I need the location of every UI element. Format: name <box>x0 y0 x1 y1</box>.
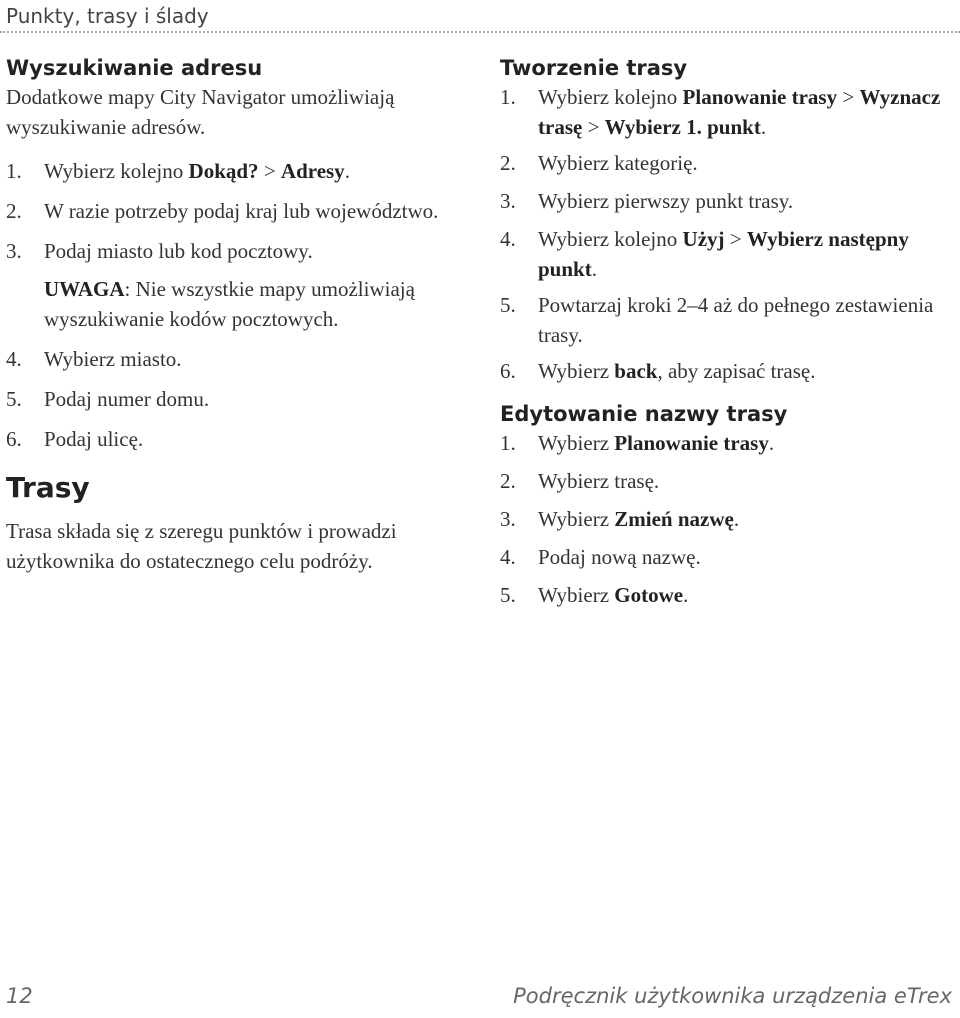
list-item <box>6 156 468 186</box>
step-text-part: Wybierz kolejno <box>538 227 683 251</box>
step-number: 4. <box>500 545 516 569</box>
step-text <box>538 82 950 142</box>
list-item <box>6 424 468 454</box>
list-item <box>6 236 468 266</box>
step-text-part: > <box>837 85 860 109</box>
header-divider <box>0 31 960 33</box>
step-text-part: > <box>582 115 605 139</box>
step-number: 2. <box>500 469 516 493</box>
step-text: Podaj ulicę. <box>44 427 144 451</box>
routes-heading: Trasy <box>6 471 90 504</box>
step-text-part: Wybierz kolejno <box>538 85 683 109</box>
step-text-part: . <box>760 115 767 139</box>
edit-route-name-steps <box>500 428 950 610</box>
step-text: Wybierz miasto. <box>44 347 182 371</box>
menu-path-item: Użyj <box>682 227 725 251</box>
right-column <box>500 50 950 610</box>
step-text <box>538 224 950 284</box>
list-item <box>500 580 950 610</box>
running-header: Punkty, trasy i ślady <box>6 4 209 28</box>
step-number: 2. <box>500 151 516 175</box>
step-text <box>538 428 950 458</box>
step-number: 4. <box>500 227 516 251</box>
list-item <box>500 148 950 178</box>
step-text <box>44 156 468 186</box>
step-number: 1. <box>500 431 516 455</box>
step-text-part: , aby zapisać trasę. <box>657 359 816 383</box>
create-route-steps <box>500 82 950 386</box>
step-number: 3. <box>6 239 22 263</box>
step-text-part: . <box>344 159 350 183</box>
manual-title: Podręcznik użytkownika urządzenia eTrex <box>513 984 952 1008</box>
left-column <box>6 50 468 576</box>
list-item <box>500 224 950 284</box>
create-route-section <box>500 54 950 386</box>
menu-path-item: Planowanie trasy <box>682 85 838 109</box>
list-item <box>500 290 950 350</box>
menu-path-item: back <box>614 359 658 383</box>
step-text-part: . <box>768 431 775 455</box>
step-number: 6. <box>6 427 22 451</box>
step-number: 1. <box>6 159 22 183</box>
step-number: 3. <box>500 189 516 213</box>
step-text: W razie potrzeby podaj kraj lub województwo. <box>44 199 439 223</box>
list-item <box>500 428 950 458</box>
address-search-intro: Dodatkowe mapy City Navigator umożliwiają wyszukiwanie adresów. <box>6 85 395 139</box>
note-text: : Nie wszystkie mapy umożliwiają wyszukiwanie kodów pocztowych. <box>44 277 415 331</box>
step-number: 4. <box>6 347 22 371</box>
step-text-part: Wybierz <box>538 507 615 531</box>
step-text-part: Wybierz <box>538 359 615 383</box>
menu-path-item: Gotowe <box>614 583 684 607</box>
step-text: Podaj numer domu. <box>44 387 210 411</box>
step-text-part: Wybierz <box>538 583 615 607</box>
address-search-steps <box>6 156 468 454</box>
menu-path-item: Zmień nazwę <box>614 507 734 531</box>
list-item <box>500 504 950 534</box>
note <box>6 274 468 334</box>
step-text-part: Wybierz kolejno <box>44 159 189 183</box>
menu-path-item: Dokąd? <box>188 159 259 183</box>
list-item <box>500 82 950 142</box>
step-number: 3. <box>500 507 516 531</box>
list-item <box>6 196 468 226</box>
step-text-part: > <box>724 227 747 251</box>
step-number: 5. <box>500 583 516 607</box>
step-number: 1. <box>500 85 516 109</box>
menu-path-item: Adresy <box>280 159 345 183</box>
page-number: 12 <box>6 984 33 1008</box>
step-text-part: . <box>591 257 597 281</box>
step-text: Podaj miasto lub kod pocztowy. <box>44 239 313 263</box>
step-text-part: > <box>258 159 281 183</box>
step-number: 6. <box>500 359 516 383</box>
note-label: UWAGA <box>44 277 125 301</box>
step-text <box>538 504 950 534</box>
routes-section <box>6 470 468 576</box>
step-text-part: Wybierz <box>538 431 615 455</box>
list-item <box>500 186 950 216</box>
edit-route-name-section <box>500 400 950 610</box>
address-search-section <box>6 54 468 454</box>
list-item <box>500 466 950 496</box>
step-number: 5. <box>500 293 516 317</box>
step-number: 5. <box>6 387 22 411</box>
list-item <box>500 356 950 386</box>
step-text: Powtarzaj kroki 2–4 aż do pełnego zestawienia trasy. <box>538 293 934 347</box>
step-text <box>538 580 950 610</box>
address-search-heading: Wyszukiwanie adresu <box>6 56 263 80</box>
step-text <box>538 356 950 386</box>
step-text: Wybierz trasę. <box>538 469 660 493</box>
menu-path-item: Planowanie trasy <box>614 431 769 455</box>
list-item <box>500 542 950 572</box>
step-text-part: . <box>733 507 740 531</box>
menu-path-item: Wybierz 1. punkt <box>604 115 761 139</box>
step-text-part: . <box>683 583 689 607</box>
menu-path-item: Wyznacz trasę <box>538 85 941 139</box>
step-number: 2. <box>6 199 22 223</box>
list-item <box>6 384 468 414</box>
routes-description: Trasa składa się z szeregu punktów i prowadzi użytkownika do ostatecznego celu podróży. <box>6 519 397 573</box>
create-route-heading: Tworzenie trasy <box>500 56 688 80</box>
menu-path-item: Wybierz następny punkt <box>538 227 909 281</box>
edit-route-name-heading: Edytowanie nazwy trasy <box>500 402 788 426</box>
step-text: Wybierz kategorię. <box>538 151 698 175</box>
step-text: Podaj nową nazwę. <box>538 545 701 569</box>
step-text: Wybierz pierwszy punkt trasy. <box>538 189 794 213</box>
list-item <box>6 344 468 374</box>
